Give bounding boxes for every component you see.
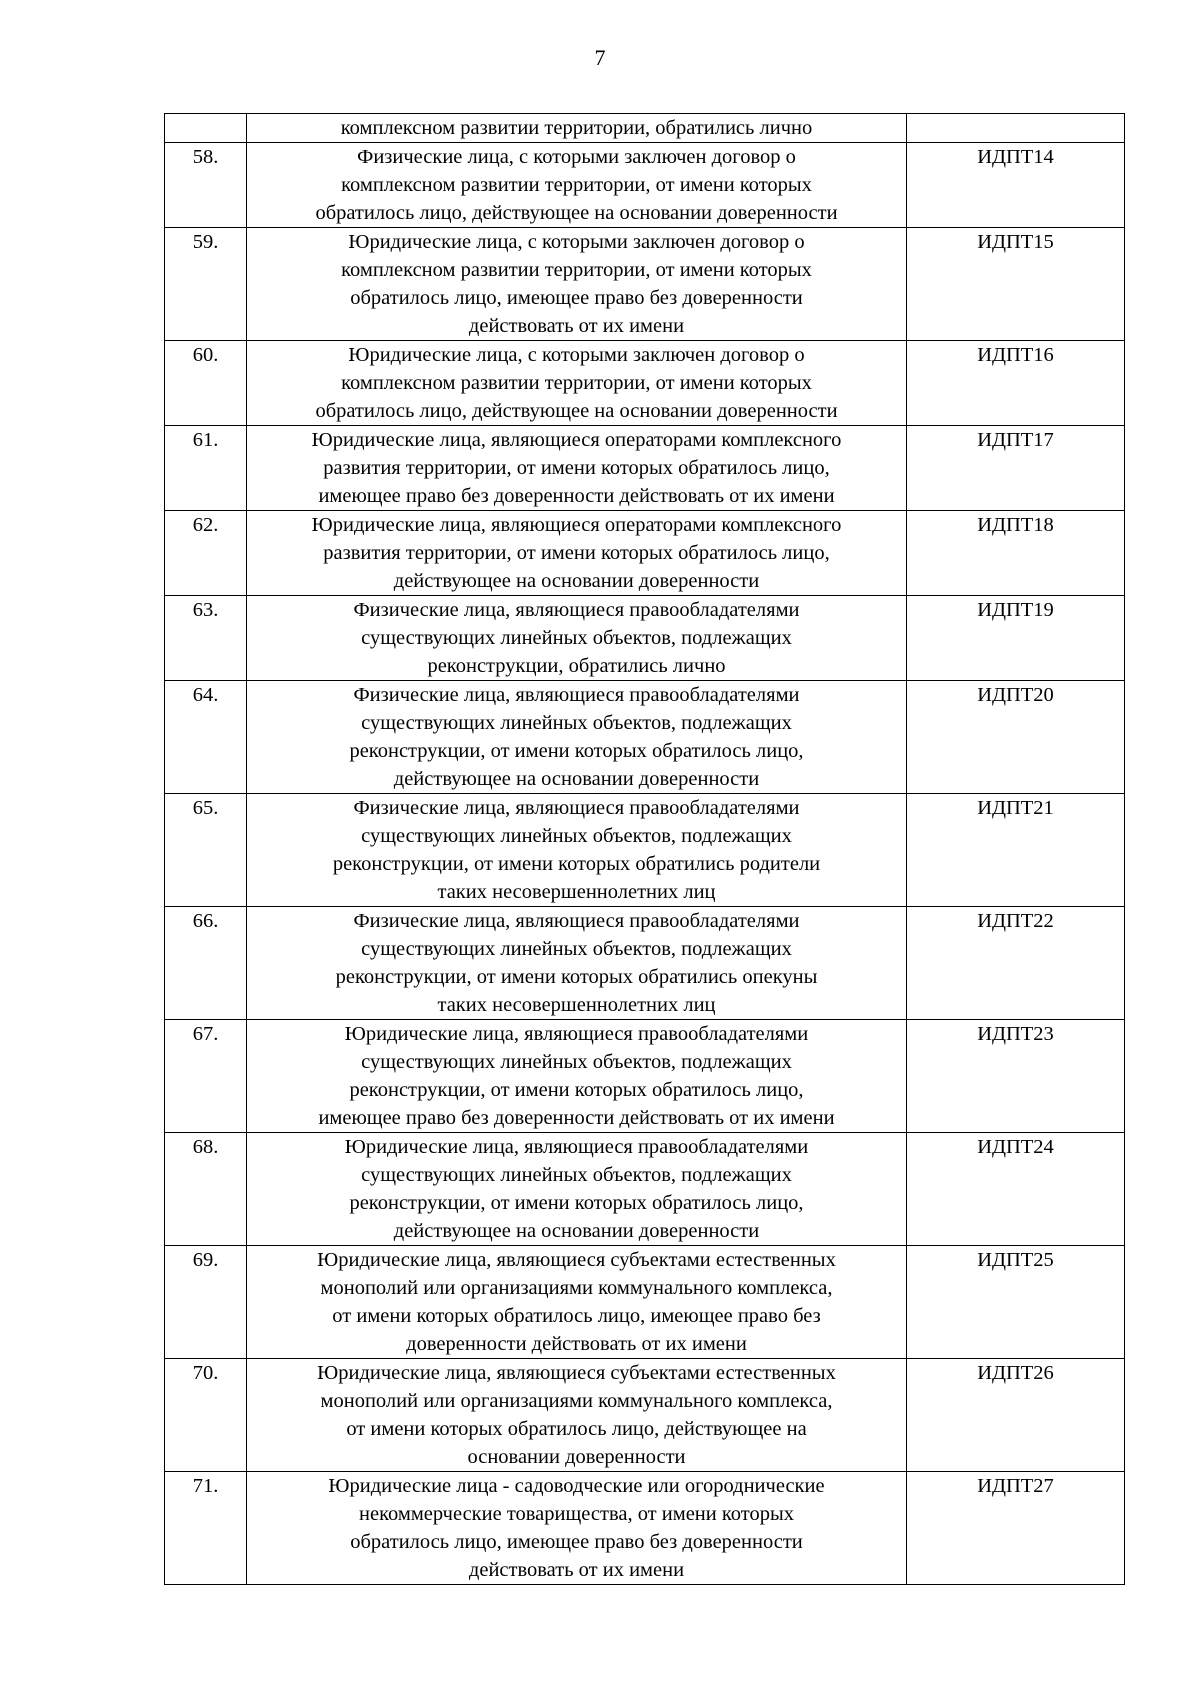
row-number: 65. xyxy=(165,794,247,907)
row-code: ИДПТ18 xyxy=(907,511,1125,596)
document-table xyxy=(164,113,1125,1585)
description-line: имеющее право без доверенности действовать от их имени xyxy=(318,485,835,507)
table-row xyxy=(165,228,1125,341)
description-line: действующее на основании доверенности xyxy=(393,570,760,592)
row-description xyxy=(247,1246,907,1359)
description-line: некоммерческие товарищества, от имени которых xyxy=(359,1503,794,1525)
table-row xyxy=(165,794,1125,907)
document-table-container xyxy=(164,113,1124,1585)
table-row xyxy=(165,511,1125,596)
description-line: Юридические лица, являющиеся субъектами естественных xyxy=(317,1362,836,1384)
row-description xyxy=(247,794,907,907)
row-description xyxy=(247,681,907,794)
description-line: реконструкции, от имени которых обратилось лицо, xyxy=(349,1192,804,1214)
description-line: существующих линейных объектов, подлежащих xyxy=(361,712,792,734)
row-code: ИДПТ26 xyxy=(907,1359,1125,1472)
table-row xyxy=(165,1472,1125,1585)
description-line: монополий или организациями коммунального комплекса, xyxy=(320,1277,833,1299)
row-description xyxy=(247,1020,907,1133)
description-line: доверенности действовать от их имени xyxy=(406,1333,747,1355)
row-number: 71. xyxy=(165,1472,247,1585)
description-line: монополий или организациями коммунального комплекса, xyxy=(320,1390,833,1412)
table-row xyxy=(165,1020,1125,1133)
description-line: Физические лица, являющиеся правообладателями xyxy=(353,599,800,621)
row-number: 59. xyxy=(165,228,247,341)
description-line: реконструкции, от имени которых обратилось лицо, xyxy=(349,740,804,762)
row-number: 68. xyxy=(165,1133,247,1246)
table-row xyxy=(165,681,1125,794)
table-row xyxy=(165,143,1125,228)
row-description xyxy=(247,1133,907,1246)
row-description xyxy=(247,1359,907,1472)
description-line: Физические лица, являющиеся правообладателями xyxy=(353,797,800,819)
description-line: реконструкции, от имени которых обратились опекуны xyxy=(335,966,818,988)
description-line: обратилось лицо, имеющее право без доверенности xyxy=(350,287,803,309)
description-line: Юридические лица, являющиеся субъектами естественных xyxy=(317,1249,836,1271)
description-line: обратилось лицо, действующее на основании доверенности xyxy=(315,202,838,224)
description-line: Юридические лица - садоводческие или огороднические xyxy=(328,1475,825,1497)
row-description xyxy=(247,341,907,426)
row-code: ИДПТ17 xyxy=(907,426,1125,511)
description-line: Физические лица, являющиеся правообладателями xyxy=(353,910,800,932)
row-number: 61. xyxy=(165,426,247,511)
description-line: реконструкции, обратились лично xyxy=(427,655,726,677)
description-line: комплексном развитии территории, от имени которых xyxy=(341,174,812,196)
description-line: основании доверенности xyxy=(467,1446,686,1468)
row-code: ИДПТ24 xyxy=(907,1133,1125,1246)
description-line: реконструкции, от имени которых обратились родители xyxy=(332,853,821,875)
row-code: ИДПТ19 xyxy=(907,596,1125,681)
table-body xyxy=(165,114,1125,1585)
row-description xyxy=(247,907,907,1020)
description-line: имеющее право без доверенности действовать от их имени xyxy=(318,1107,835,1129)
table-row xyxy=(165,114,1125,143)
row-number: 58. xyxy=(165,143,247,228)
row-description xyxy=(247,114,907,143)
row-code: ИДПТ16 xyxy=(907,341,1125,426)
description-line: комплексном развитии территории, обратились лично xyxy=(340,117,813,139)
row-code: ИДПТ20 xyxy=(907,681,1125,794)
row-code: ИДПТ21 xyxy=(907,794,1125,907)
row-number: 70. xyxy=(165,1359,247,1472)
row-code: ИДПТ27 xyxy=(907,1472,1125,1585)
row-number: 66. xyxy=(165,907,247,1020)
description-line: Физические лица, являющиеся правообладателями xyxy=(353,684,800,706)
row-number: 67. xyxy=(165,1020,247,1133)
description-line: развития территории, от имени которых обратилось лицо, xyxy=(323,457,830,479)
row-number: 63. xyxy=(165,596,247,681)
description-line: существующих линейных объектов, подлежащих xyxy=(361,825,792,847)
description-line: от имени которых обратилось лицо, действующее на xyxy=(346,1418,807,1440)
description-line: Юридические лица, с которыми заключен договор о xyxy=(348,344,805,366)
row-code: ИДПТ25 xyxy=(907,1246,1125,1359)
row-number: 64. xyxy=(165,681,247,794)
table-row xyxy=(165,1359,1125,1472)
description-line: развития территории, от имени которых обратилось лицо, xyxy=(323,542,830,564)
page-number: 7 xyxy=(594,45,606,70)
description-line: действующее на основании доверенности xyxy=(393,1220,760,1242)
description-line: таких несовершеннолетних лиц xyxy=(437,881,716,903)
row-number: 60. xyxy=(165,341,247,426)
description-line: комплексном развитии территории, от имени которых xyxy=(341,259,812,281)
description-line: от имени которых обратилось лицо, имеющее право без xyxy=(332,1305,821,1327)
description-line: реконструкции, от имени которых обратилось лицо, xyxy=(349,1079,804,1101)
description-line: таких несовершеннолетних лиц xyxy=(437,994,716,1016)
description-line: Юридические лица, являющиеся операторами комплексного xyxy=(311,429,842,451)
description-line: действовать от их имени xyxy=(468,1559,685,1581)
row-code: ИДПТ14 xyxy=(907,143,1125,228)
row-description xyxy=(247,143,907,228)
description-line: действовать от их имени xyxy=(468,315,685,337)
row-number: 69. xyxy=(165,1246,247,1359)
description-line: действующее на основании доверенности xyxy=(393,768,760,790)
description-line: Физические лица, с которыми заключен договор о xyxy=(357,146,796,168)
description-line: существующих линейных объектов, подлежащих xyxy=(361,938,792,960)
table-row xyxy=(165,1133,1125,1246)
table-row xyxy=(165,341,1125,426)
description-line: обратилось лицо, имеющее право без доверенности xyxy=(350,1531,803,1553)
description-line: существующих линейных объектов, подлежащих xyxy=(361,1051,792,1073)
description-line: комплексном развитии территории, от имени которых xyxy=(341,372,812,394)
row-description xyxy=(247,511,907,596)
row-number xyxy=(165,114,247,143)
table-row xyxy=(165,907,1125,1020)
row-description xyxy=(247,1472,907,1585)
table-row xyxy=(165,426,1125,511)
table-row xyxy=(165,596,1125,681)
row-description xyxy=(247,228,907,341)
description-line: Юридические лица, являющиеся операторами комплексного xyxy=(311,514,842,536)
description-line: существующих линейных объектов, подлежащих xyxy=(361,1164,792,1186)
row-code: ИДПТ15 xyxy=(907,228,1125,341)
row-description xyxy=(247,596,907,681)
row-number: 62. xyxy=(165,511,247,596)
row-description xyxy=(247,426,907,511)
description-line: существующих линейных объектов, подлежащих xyxy=(361,627,792,649)
description-line: обратилось лицо, действующее на основании доверенности xyxy=(315,400,838,422)
description-line: Юридические лица, являющиеся правообладателями xyxy=(344,1136,809,1158)
description-line: Юридические лица, являющиеся правообладателями xyxy=(344,1023,809,1045)
description-line: Юридические лица, с которыми заключен договор о xyxy=(348,231,805,253)
row-code: ИДПТ23 xyxy=(907,1020,1125,1133)
row-code: ИДПТ22 xyxy=(907,907,1125,1020)
row-code xyxy=(907,114,1125,143)
table-row xyxy=(165,1246,1125,1359)
